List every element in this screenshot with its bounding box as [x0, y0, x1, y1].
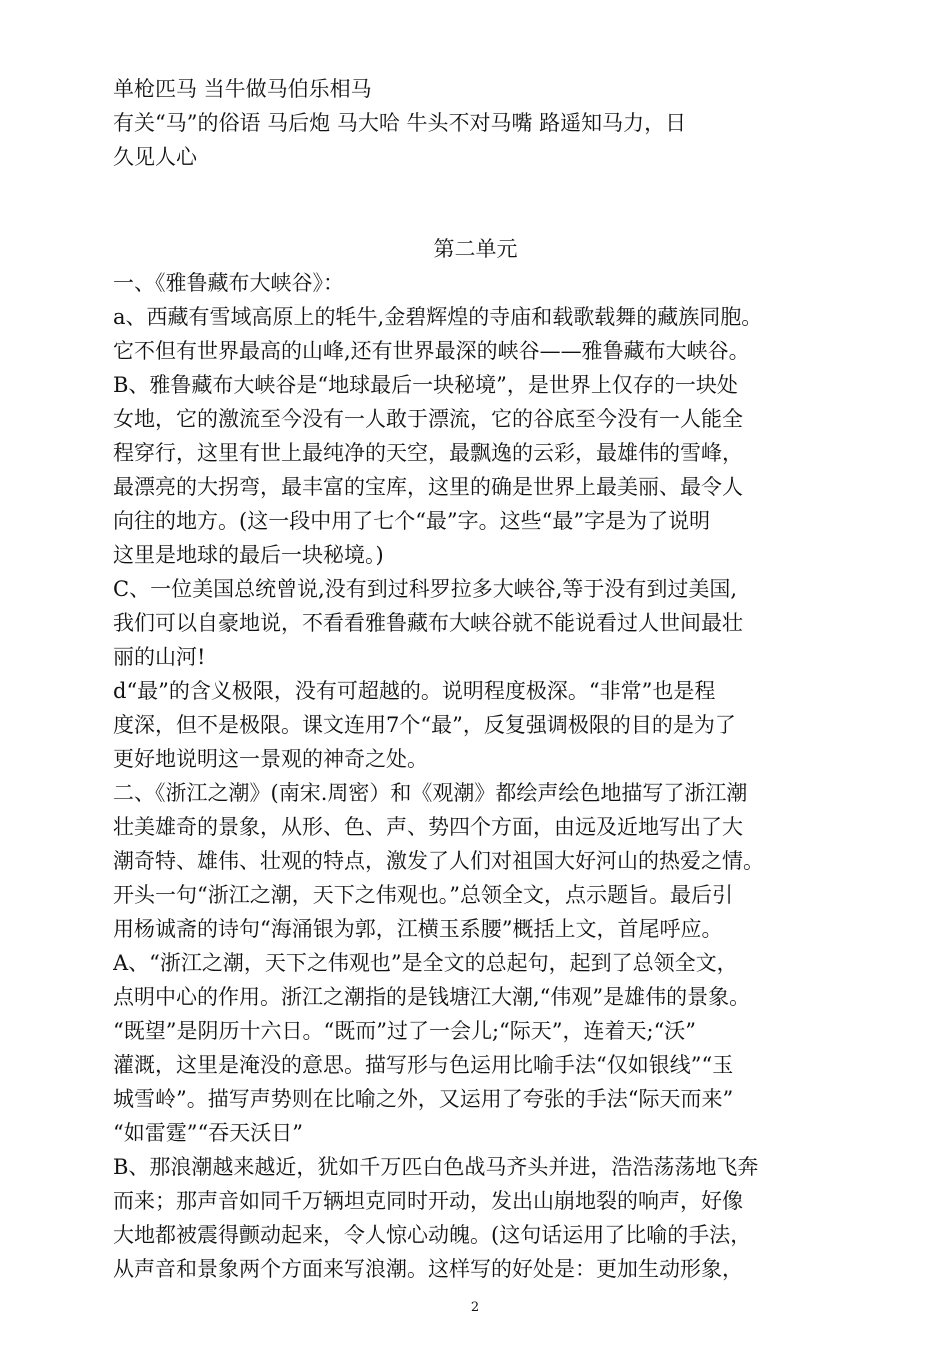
- section-two-line: 潮奇特、雄伟、壮观的特点，激发了人们对祖国大好河山的热爱之情。: [113, 849, 764, 873]
- unit-heading: 第二单元: [433, 237, 518, 261]
- section-title: 一、《雅鲁藏布大峡谷》：: [113, 271, 344, 295]
- paragraph-2a-line: 灌溉，这里是淹没的意思。描写形与色运用比喻手法“仅如银线”“玉: [113, 1053, 734, 1077]
- paragraph-b-line: 女地，它的激流至今没有一人敢于漂流，它的谷底至今没有一人能全: [113, 407, 743, 431]
- paragraph-d-line: 更好地说明这一景观的神奇之处。: [113, 747, 428, 771]
- paragraph-a-line: a、西藏有雪域高原上的牦牛,金碧辉煌的寺庙和载歌载舞的藏族同胞。: [113, 305, 763, 329]
- section-two-line: 二、《浙江之潮》(南宋.周密）和《观潮》都绘声绘色地描写了浙江潮: [113, 781, 748, 805]
- paragraph-d-line: 度深，但不是极限。课文连用7个“最”，反复强调极限的目的是为了: [113, 713, 736, 737]
- paragraph-b-line: 最漂亮的大拐弯，最丰富的宝库，这里的确是世界上最美丽、最令人: [113, 475, 743, 499]
- text-line: 久见人心: [113, 145, 197, 169]
- paragraph-2b-line: B、那浪潮越来越近，犹如千万匹白色战马齐头并进，浩浩荡荡地飞奔: [113, 1155, 759, 1179]
- paragraph-2a-line: “既望”是阴历十六日。“既而”过了一会儿;“际天”，连着天;“沃”: [113, 1019, 697, 1043]
- paragraph-2a-line: A、“浙江之潮，天下之伟观也”是全文的总起句，起到了总领全文，: [113, 951, 738, 975]
- paragraph-c-line: C、一位美国总统曾说,没有到过科罗拉多大峡谷,等于没有到过美国,: [113, 577, 738, 601]
- paragraph-2b-line: 而来；那声音如同千万辆坦克同时开动，发出山崩地裂的响声，好像: [113, 1189, 743, 1213]
- section-two-line: 壮美雄奇的景象，从形、色、声、势四个方面，由远及近地写出了大: [113, 815, 743, 839]
- paragraph-2a-line: 点明中心的作用。浙江之潮指的是钱塘江大潮,“伟观”是雄伟的景象。: [113, 985, 751, 1009]
- text-line: 单枪匹马 当牛做马伯乐相马: [113, 77, 372, 101]
- text-line: 有关“马”的俗语 马后炮 马大哈 牛头不对马嘴 路遥知马力，日: [113, 111, 687, 135]
- paragraph-b-line: B、雅鲁藏布大峡谷是“地球最后一块秘境”，是世界上仅存的一块处: [113, 373, 738, 397]
- paragraph-2a-line: 城雪岭”。描写声势则在比喻之外，又运用了夸张的手法“际天而来”: [113, 1087, 734, 1111]
- paragraph-2b-line: 大地都被震得颤动起来，令人惊心动魄。(这句话运用了比喻的手法，: [113, 1223, 752, 1247]
- paragraph-c-line: 我们可以自豪地说，不看看雅鲁藏布大峡谷就不能说看过人世间最壮: [113, 611, 743, 635]
- paragraph-a-line: 它不但有世界最高的山峰,还有世界最深的峡谷——雅鲁藏布大峡谷。: [113, 339, 750, 363]
- paragraph-b-line: 向往的地方。(这一段中用了七个“最”字。这些“最”字是为了说明: [113, 509, 711, 533]
- paragraph-c-line: 丽的山河!: [113, 645, 206, 669]
- paragraph-b-line: 程穿行，这里有世上最纯净的天空，最飘逸的云彩，最雄伟的雪峰，: [113, 441, 743, 465]
- page-number: 2: [470, 1300, 480, 1315]
- paragraph-d-line: d“最”的含义极限，没有可超越的。说明程度极深。“非常”也是程: [113, 679, 716, 703]
- paragraph-2a-line: “如雷霆”“吞天沃日”: [113, 1121, 303, 1145]
- section-two-line: 开头一句“浙江之潮，天下之伟观也。”总领全文，点示题旨。最后引: [113, 883, 733, 907]
- section-two-line: 用杨诚斋的诗句“海涌银为郭，江横玉系腰”概括上文，首尾呼应。: [113, 917, 723, 941]
- paragraph-2b-line: 从声音和景象两个方面来写浪潮。这样写的好处是：更加生动形象，: [113, 1257, 743, 1281]
- paragraph-b-line: 这里是地球的最后一块秘境。): [113, 543, 384, 567]
